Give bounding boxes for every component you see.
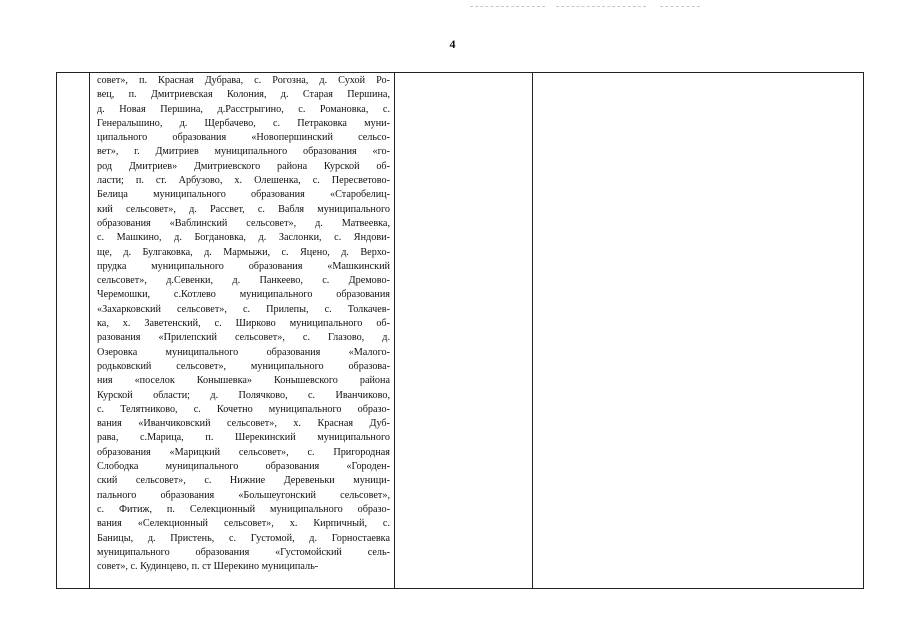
- settlements-text: [90, 73, 394, 574]
- text-line: кий сельсовет», д. Рассвет, с. Вабля муниципального: [97, 203, 390, 215]
- text-line: с. Телятниково, с. Кочетно муниципального образо-: [97, 403, 390, 415]
- text-line: вет», г. Дмитриев муниципального образования «го-: [97, 146, 390, 158]
- text-line: сельсовет», д.Севенки, д. Панкеево, с. Дремово-: [97, 275, 390, 287]
- text-line: пального образования «Большеугонский сельсовет»,: [97, 489, 390, 501]
- text-line: Белица муниципального образования «Старобелиц-: [97, 189, 390, 201]
- text-line: ния «поселок Конышевка» Конышевского района: [97, 375, 390, 387]
- text-line: разования «Прилепский сельсовет», с. Глазово, д.: [97, 332, 390, 344]
- text-line: родьковский сельсовет», муниципального образова-: [97, 360, 390, 372]
- text-line: с. Фитиж, п. Селекционный муниципального образо-: [97, 503, 390, 515]
- text-line: Генеральшино, д. Щербачево, с. Петраковка муни-: [97, 117, 390, 129]
- scan-artifact-dash: [470, 6, 545, 7]
- text-line: Черемошки, с.Котлево муниципального образования: [97, 289, 390, 301]
- scan-artifact-dash: [556, 6, 646, 7]
- text-line: вец, п. Дмитриевская Колония, д. Старая Першина,: [97, 89, 390, 101]
- scan-artifact-dash: [660, 6, 700, 7]
- text-line: рава, с.Марица, п. Шерекинский муниципального: [97, 432, 390, 444]
- table-cell-number: [57, 73, 90, 589]
- text-line: вания «Селекционный сельсовет», х. Кирпичный, с.: [97, 518, 390, 530]
- text-line: ласти; п. ст. Арбузово, х. Олешенка, с. Пересветово-: [97, 175, 390, 187]
- text-line: д. Новая Першина, д.Расстрыгино, с. Романовка, с.: [97, 103, 390, 115]
- page-number: 4: [449, 37, 456, 51]
- text-line: Курской области; д. Полячково, с. Иванчиково,: [97, 389, 390, 401]
- text-line: ципального образования «Новопершинский сельсо-: [97, 132, 390, 144]
- text-line: Озеровка муниципального образования «Малого-: [97, 346, 390, 358]
- text-line: с. Машкино, д. Богдановка, д. Заслонки, с. Яндови-: [97, 232, 390, 244]
- settlements-table: [56, 72, 864, 589]
- text-line: ще, д. Булгаковка, д. Мармыжи, с. Яцено, д. Верхо-: [97, 246, 390, 258]
- text-line: ка, х. Заветенский, с. Ширково муниципального об-: [97, 318, 390, 330]
- text-line: муниципального образования «Густомойский сель-: [97, 546, 390, 558]
- table-cell-empty-4: [533, 73, 864, 589]
- text-line: образования «Ваблинский сельсовет», д. Матвеевка,: [97, 217, 390, 229]
- text-line: образования «Марицкий сельсовет», с. Пригородная: [97, 446, 390, 458]
- text-line: ский сельсовет», с. Нижние Деревеньки муници-: [97, 475, 390, 487]
- text-line: вания «Иванчиковский сельсовет», х. Красная Дуб-: [97, 418, 390, 430]
- table-cell-settlements: [90, 73, 395, 589]
- text-line: прудка муниципального образования «Машкинский: [97, 260, 390, 272]
- text-line: совет», п. Красная Дубрава, с. Рогозна, д. Сухой Ро-: [97, 75, 390, 86]
- text-line: Слободка муниципального образования «Городен-: [97, 461, 390, 473]
- text-line: совет», с. Кудинцево, п. ст Шерекино муниципаль-: [97, 561, 319, 573]
- text-line: род Дмитриев» Дмитриевского района Курской об-: [97, 160, 390, 172]
- text-line: «Захарковский сельсовет», с. Прилепы, с. Толкачев-: [97, 303, 390, 315]
- table-cell-empty-3: [395, 73, 533, 589]
- table-row: [57, 73, 864, 589]
- text-line: Баницы, д. Пристень, с. Густомой, д. Горностаевка: [97, 532, 390, 544]
